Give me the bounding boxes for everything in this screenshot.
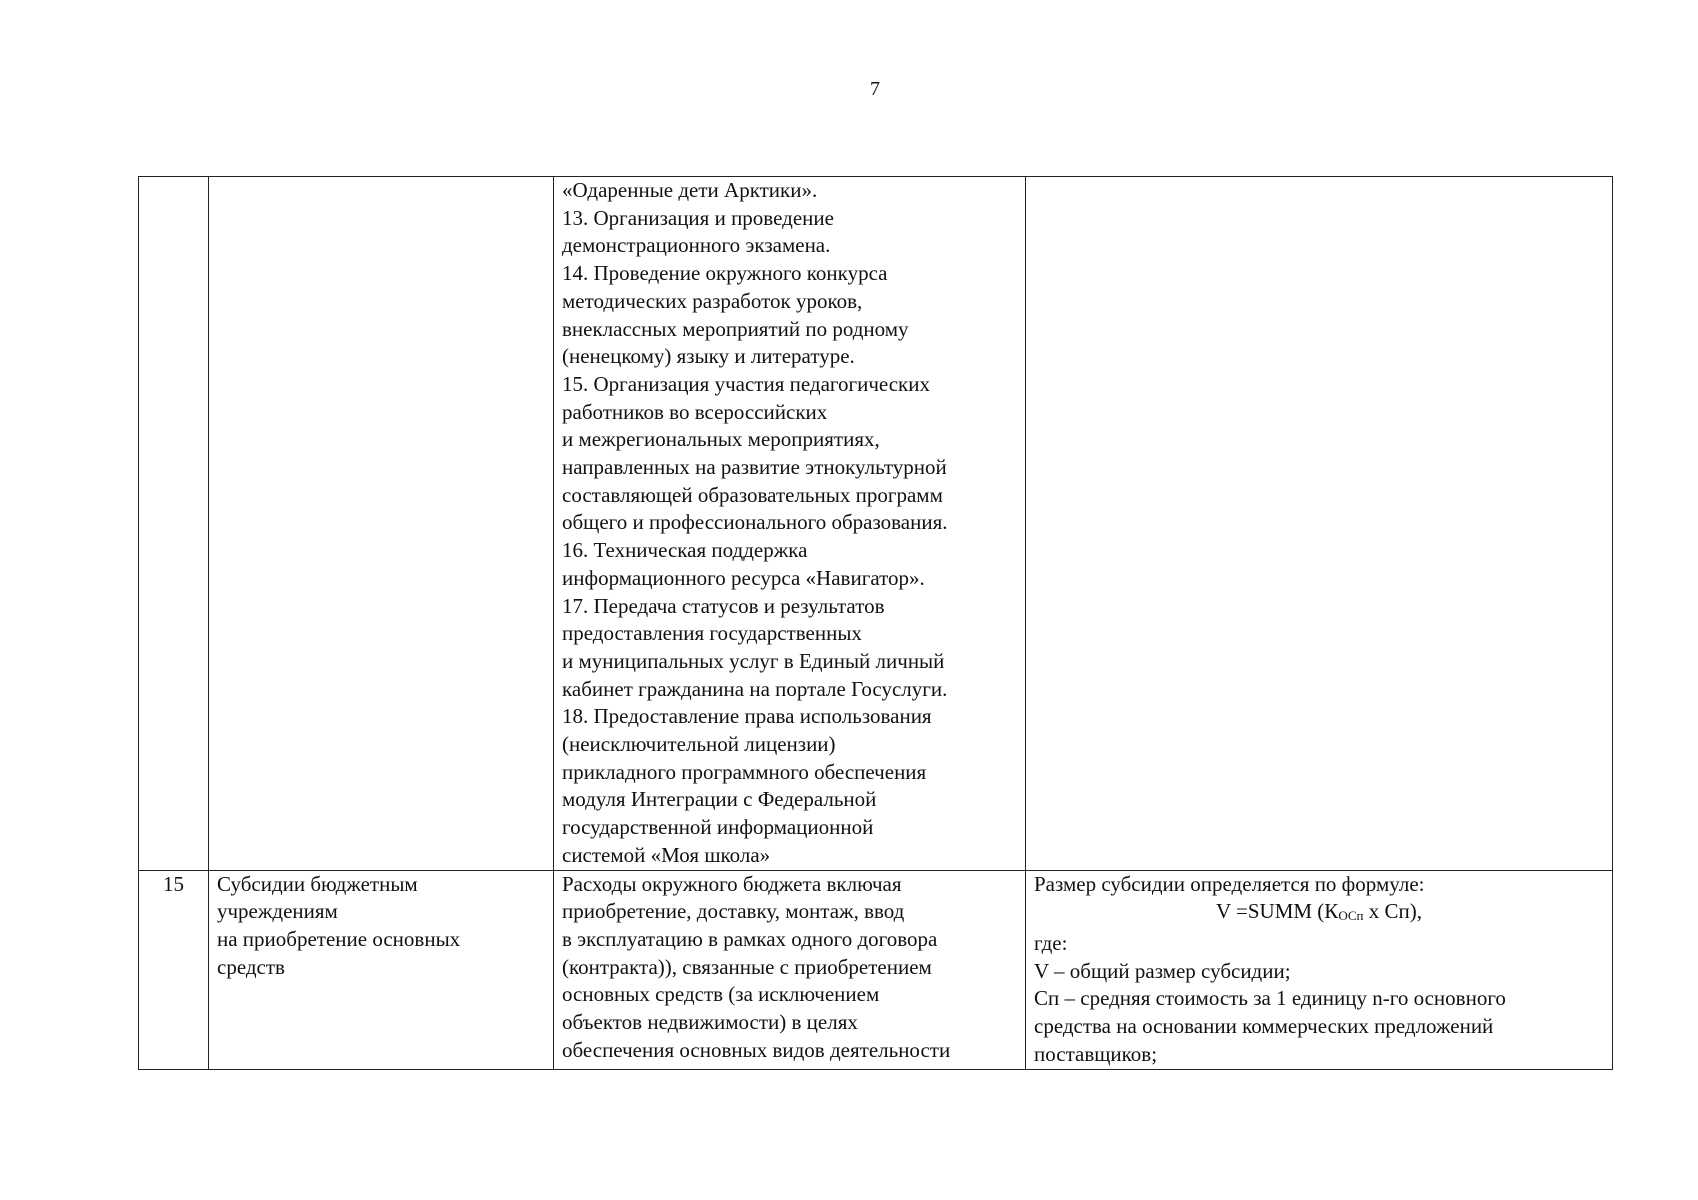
content-line: (неисключительной лицензии) xyxy=(562,732,836,757)
content-line: системой «Моя школа» xyxy=(562,842,771,867)
content-line: информационного ресурса «Навигатор». xyxy=(562,565,925,590)
content-line: составляющей образовательных программ xyxy=(562,482,943,507)
formula-intro: Размер субсидии определяется по формуле: xyxy=(1034,871,1425,896)
content-line: в эксплуатацию в рамках одного договора xyxy=(562,926,938,951)
formula-line: V – общий размер субсидии; xyxy=(1034,958,1291,983)
formula-line: поставщиков; xyxy=(1034,1041,1158,1066)
content-line: направленных на развитие этнокультурной xyxy=(562,455,947,480)
expense-name-cell xyxy=(209,177,554,871)
content-line: 17. Передача статусов и результатов xyxy=(562,593,885,618)
name-line: учреждениям xyxy=(217,899,338,924)
content-line: прикладного программного обеспечения xyxy=(562,759,927,784)
content-line: предоставления государственных xyxy=(562,621,862,646)
content-line: 15. Организация участия педагогических xyxy=(562,371,931,396)
formula-subscript: ОСп xyxy=(1338,908,1364,924)
content-line: объектов недвижимости) в целях xyxy=(562,1010,858,1035)
calculation-cell xyxy=(1026,870,1613,1069)
content-line: 18. Предоставление права использования xyxy=(562,704,932,729)
row-number-cell xyxy=(139,177,209,871)
table-row xyxy=(139,870,1613,1069)
table-row xyxy=(139,177,1613,871)
content-line: внеклассных мероприятий по родному xyxy=(562,316,909,341)
expense-content-cell xyxy=(554,870,1026,1069)
expense-name-cell xyxy=(209,870,554,1069)
page-number: 7 xyxy=(870,78,880,100)
content-line: методических разработок уроков, xyxy=(562,288,863,313)
content-line: 13. Организация и проведение xyxy=(562,205,834,230)
content-line: работников во всероссийских xyxy=(562,399,828,424)
content-line: Расходы окружного бюджета включая xyxy=(562,871,902,896)
content-line: «Одаренные дети Арктики». xyxy=(562,178,818,202)
content-line: общего и профессионального образования. xyxy=(562,510,948,535)
content-line: (ненецкому) языку и литературе. xyxy=(562,344,855,369)
formula-tail: х Сп), xyxy=(1363,899,1422,924)
content-line: 14. Проведение окружного конкурса xyxy=(562,261,888,286)
content-line: модуля Интеграции с Федеральной xyxy=(562,787,877,812)
formula-expression xyxy=(1034,898,1604,930)
name-line: средств xyxy=(217,954,285,979)
formula-line: Сп – средняя стоимость за 1 единицу n-го основного xyxy=(1034,986,1506,1011)
content-line: государственной информационной xyxy=(562,815,874,840)
content-line: и межрегиональных мероприятиях, xyxy=(562,427,880,452)
content-line: демонстрационного экзамена. xyxy=(562,233,831,258)
formula-line: где: xyxy=(1034,930,1068,955)
formula-line: средства на основании коммерческих предложений xyxy=(1034,1014,1494,1039)
expense-content-cell xyxy=(554,177,1026,871)
content-line: и муниципальных услуг в Единый личный xyxy=(562,648,945,673)
content-line: основных средств (за исключением xyxy=(562,982,880,1007)
name-line: Субсидии бюджетным xyxy=(217,871,418,896)
row-number-cell: 15 xyxy=(139,870,209,1069)
formula-main: V =SUMM (К xyxy=(1215,899,1339,924)
content-line: обеспечения основных видов деятельности xyxy=(562,1037,951,1062)
content-line: 16. Техническая поддержка xyxy=(562,538,808,563)
subsidy-table xyxy=(138,176,1613,1070)
name-line: на приобретение основных xyxy=(217,926,461,951)
content-line: приобретение, доставку, монтаж, ввод xyxy=(562,899,905,924)
calculation-cell xyxy=(1026,177,1613,871)
content-line: (контракта)), связанные с приобретением xyxy=(562,954,932,979)
content-line: кабинет гражданина на портале Госуслуги. xyxy=(562,676,948,701)
